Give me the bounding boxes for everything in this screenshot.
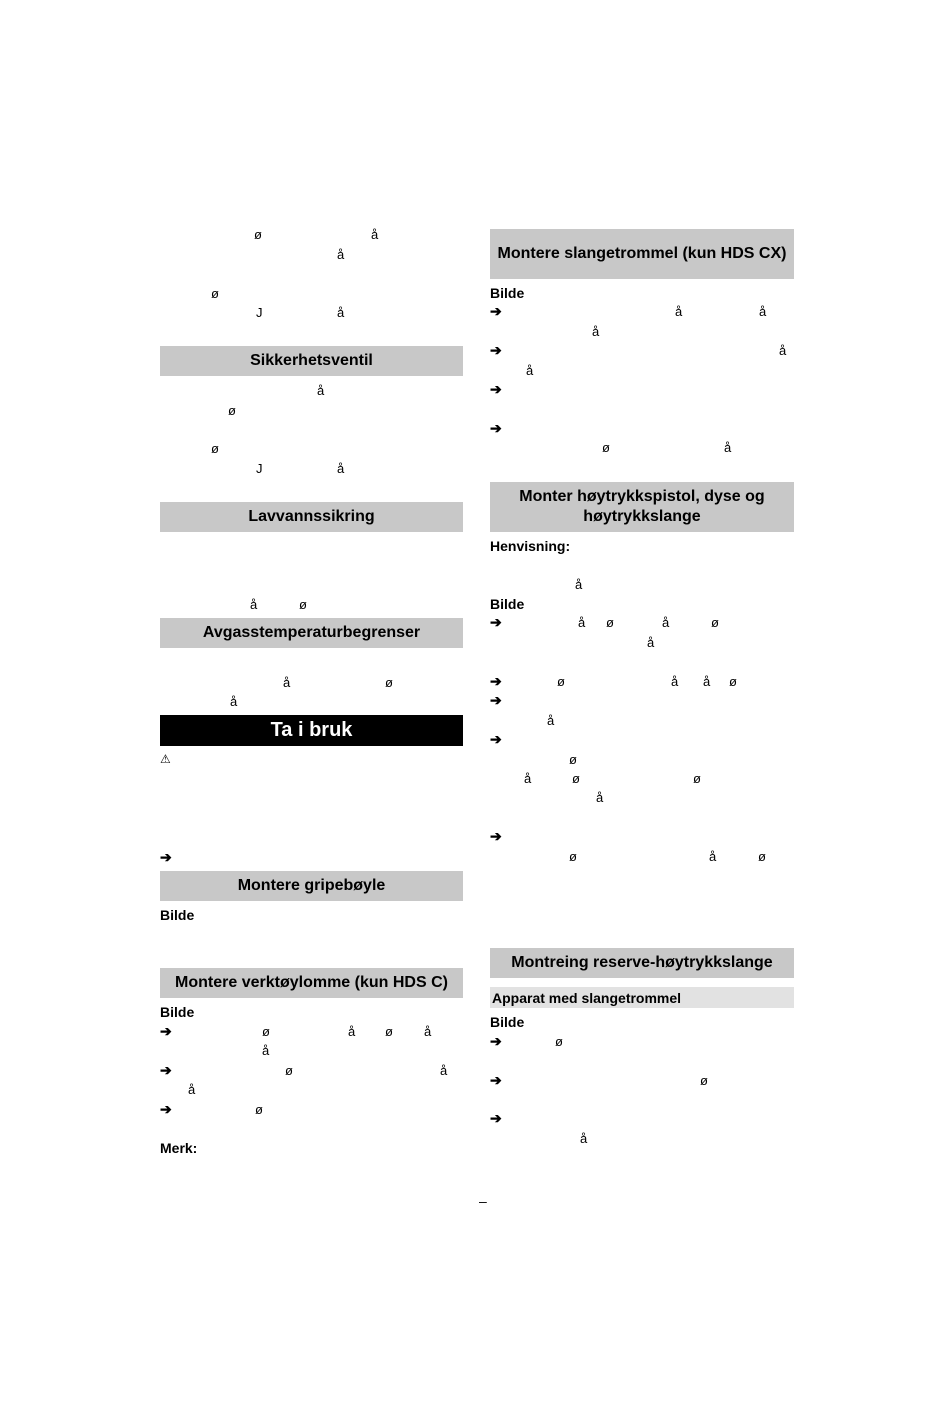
glyph: å [317, 383, 325, 398]
arrow-right-icon: ➔ [490, 614, 502, 630]
glyph: å [724, 440, 732, 455]
glyph: ø [569, 752, 577, 767]
chapter-heading-text: Ta i bruk [270, 719, 353, 741]
heading-text: Montere slangetrommel (kun HDS CX) [497, 245, 787, 262]
glyph: ø [385, 1024, 393, 1039]
glyph: å [337, 461, 345, 476]
glyph: å [675, 304, 683, 319]
arrow-right-icon: ➔ [490, 1072, 502, 1088]
glyph: å [592, 324, 600, 339]
section-heading-lavvannssikring [160, 502, 463, 532]
glyph: å [596, 790, 604, 805]
section-heading-slangetrommel [490, 229, 794, 279]
glyph: ø [211, 286, 219, 301]
arrow-right-icon: ➔ [490, 692, 502, 708]
glyph: å [250, 597, 258, 612]
subsection-heading-apparat [490, 987, 794, 1008]
glyph: å [424, 1024, 432, 1039]
heading-text: Montere verktøylomme (kun HDS C) [175, 974, 448, 991]
arrow-right-icon: ➔ [490, 342, 502, 358]
glyph: ø [606, 615, 614, 630]
glyph: ø [602, 440, 610, 455]
glyph: å [188, 1082, 196, 1097]
heading-text: Montere gripebøyle [237, 877, 386, 894]
glyph: å [709, 849, 717, 864]
glyph: å [337, 247, 345, 262]
glyph: å [230, 694, 238, 709]
glyph: å [371, 227, 379, 242]
arrow-right-icon: ➔ [490, 1110, 502, 1126]
glyph: ø [693, 771, 701, 786]
glyph: å [524, 771, 532, 786]
glyph: ø [711, 615, 719, 630]
heading-text: Lavvannssikring [248, 508, 375, 525]
section-heading-gripeboyle [160, 871, 463, 901]
figure-label: Bilde [490, 596, 525, 612]
glyph: å [262, 1043, 270, 1058]
glyph: å [575, 577, 583, 592]
glyph: ø [385, 675, 393, 690]
note-label: Merk: [160, 1140, 198, 1156]
glyph: å [647, 635, 655, 650]
glyph: ø [729, 674, 737, 689]
glyph: å [283, 675, 291, 690]
arrow-right-icon: ➔ [160, 849, 172, 865]
arrow-right-icon: ➔ [490, 381, 502, 397]
glyph: ø [569, 849, 577, 864]
section-heading-reserve-hoytrykkslange [490, 948, 794, 978]
arrow-right-icon: ➔ [490, 828, 502, 844]
arrow-right-icon: ➔ [160, 1023, 172, 1039]
glyph: ø [262, 1024, 270, 1039]
glyph: ø [572, 771, 580, 786]
glyph: å [440, 1063, 448, 1078]
chapter-heading-ta-i-bruk [160, 715, 463, 746]
arrow-right-icon: ➔ [160, 1062, 172, 1078]
section-heading-hoytrykkspistol [490, 482, 794, 532]
arrow-right-icon: ➔ [490, 1033, 502, 1049]
arrow-right-icon: ➔ [490, 731, 502, 747]
glyph: J [256, 461, 263, 476]
glyph: ø [557, 674, 565, 689]
glyph: J [256, 305, 263, 320]
glyph: ø [254, 227, 262, 242]
glyph: å [662, 615, 670, 630]
figure-label: Bilde [490, 285, 525, 301]
glyph: å [547, 713, 555, 728]
arrow-right-icon: ➔ [490, 420, 502, 436]
glyph: ø [299, 597, 307, 612]
glyph: ø [285, 1063, 293, 1078]
glyph: ø [700, 1073, 708, 1088]
note-label: Henvisning: [490, 538, 571, 554]
glyph: ø [211, 441, 219, 456]
subheading-text: Apparat med slangetrommel [492, 989, 682, 1006]
heading-text: Monter høytrykkspistol, dyse og høytrykkslange [519, 488, 765, 525]
section-heading-verktoylomme [160, 968, 463, 998]
glyph: å [348, 1024, 356, 1039]
glyph: å [578, 615, 586, 630]
glyph: å [526, 363, 534, 378]
glyph: å [671, 674, 679, 689]
section-heading-sikkerhetsventil [160, 346, 463, 376]
heading-text: Montreing reserve-høytrykkslange [511, 954, 773, 971]
heading-text: Avgasstemperaturbegrenser [202, 624, 421, 641]
arrow-right-icon: ➔ [490, 303, 502, 319]
glyph: ø [228, 403, 236, 418]
arrow-right-icon: ➔ [160, 1101, 172, 1117]
glyph: ø [758, 849, 766, 864]
glyph: å [779, 343, 787, 358]
glyph: å [703, 674, 711, 689]
figure-label: Bilde [160, 907, 195, 923]
warning-icon: ⚠ [160, 752, 171, 766]
glyph: ø [255, 1102, 263, 1117]
glyph: å [759, 304, 767, 319]
glyph: ø [555, 1034, 563, 1049]
glyph: å [337, 305, 345, 320]
arrow-right-icon: ➔ [490, 673, 502, 689]
heading-text: Sikkerhetsventil [250, 352, 373, 369]
figure-label: Bilde [160, 1004, 195, 1020]
glyph: å [580, 1131, 588, 1146]
figure-label: Bilde [490, 1014, 525, 1030]
page-number-marker: – [479, 1193, 487, 1209]
section-heading-avgasstemperaturbegrenser [160, 618, 463, 648]
